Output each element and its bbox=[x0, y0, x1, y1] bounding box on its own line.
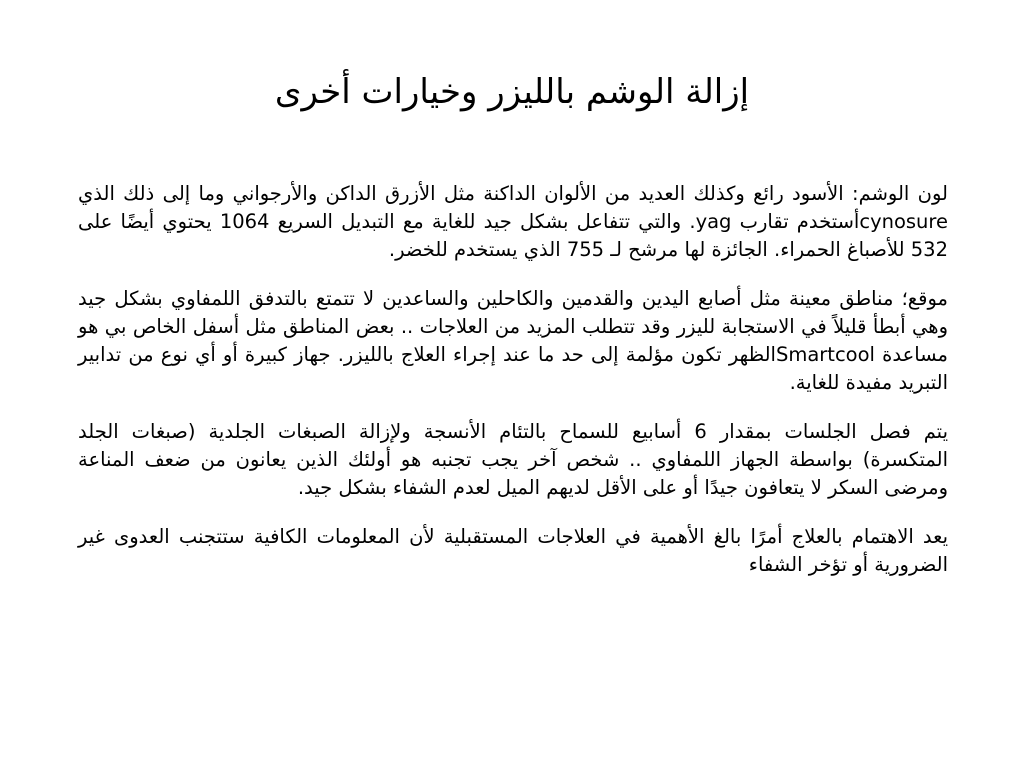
paragraph-aftercare: يعد الاهتمام بالعلاج أمرًا بالغ الأهمية في العلاجات المستقبلية لأن المعلومات الكافية ستتجنب العدوى غير الضرورية أو تؤخر الشفاء bbox=[78, 525, 948, 576]
slide-title: إزالة الوشم بالليزر وخيارات أخرى bbox=[274, 72, 750, 112]
paragraph-tattoo-color: لون الوشم: الأسود رائع وكذلك العديد من الألوان الداكنة مثل الأزرق الداكن والأرجواني وما إلى ذلك الذي cynosureأستخدم تقارب yag. والتي تتفاعل بشكل جيد للغاية مع التبديل السريع 1064 يحتوي أيضًا على 532 للأصباغ الحمراء. الجائزة لها مرشح لـ 755 الذي يستخدم للخضر. bbox=[78, 182, 948, 261]
paragraph-sessions: يتم فصل الجلسات بمقدار 6 أسابيع للسماح بالتئام الأنسجة ولإزالة الصبغات الجلدية (صبغات الجلد المتكسرة) بواسطة الجهاز اللمفاوي .. شخص آخر يجب تجنبه هو أولئك الذين يعانون من ضعف المناعة ومرضى السكر لا يتعافون جيدًا أو على الأقل لديهم الميل لعدم الشفاء بشكل جيد. bbox=[78, 420, 948, 499]
slide-body bbox=[78, 180, 948, 600]
paragraph-location: موقع؛ مناطق معينة مثل أصابع اليدين والقدمين والكاحلين والساعدين لا تتمتع بالتدفق اللمفاوي بشكل جيد وهي أبطأ قليلاً في الاستجابة لليزر وقد تتطلب المزيد من العلاجات .. بعض المناطق مثل أسفل الخاص بي هو مساعدة Smartcoolالظهر تكون مؤلمة إلى حد ما عند إجراء العلاج بالليزر. جهاز كبيرة أو أي نوع من تدابير التبريد مفيدة للغاية. bbox=[78, 287, 948, 394]
